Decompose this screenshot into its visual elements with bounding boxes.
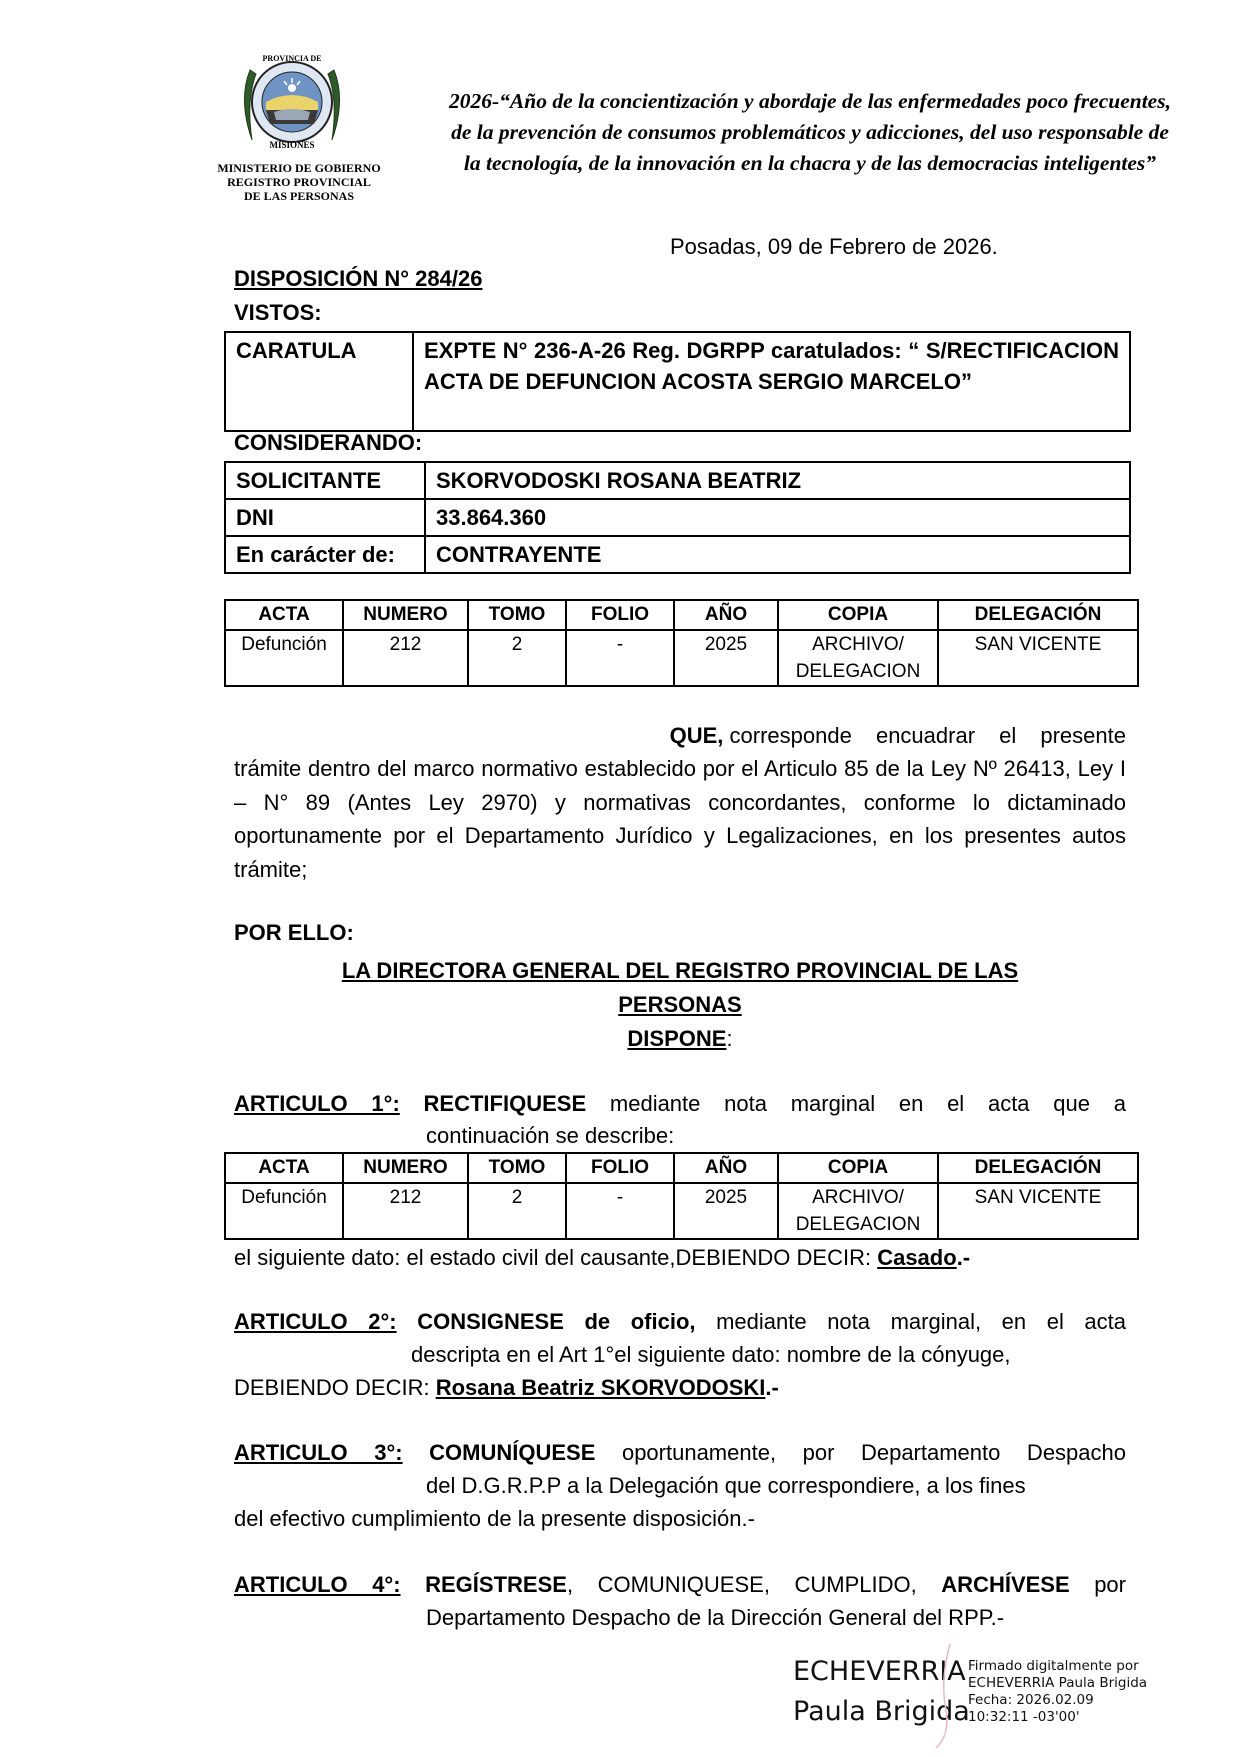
- ministry-line: REGISTRO PROVINCIAL: [227, 175, 371, 189]
- art4-label: ARTICULO 4°:: [234, 1572, 401, 1597]
- art4-mid: , COMUNIQUESE, CUMPLIDO,: [566, 1572, 942, 1597]
- acta-cell: SAN VICENTE: [938, 1183, 1138, 1239]
- art3-line3: del efectivo cumplimiento de la presente disposición.-: [234, 1506, 755, 1531]
- acta-cell: 2025: [674, 630, 778, 686]
- acta-header: FOLIO: [566, 600, 674, 630]
- caratula-label: CARATULA: [225, 332, 413, 431]
- acta-header: NUMERO: [343, 1153, 468, 1183]
- acta-header: ACTA: [225, 1153, 343, 1183]
- que-body: trámite dentro del marco normativo establecido por el Articulo 85 de la Ley Nº 26413, Ley I – N° 89 (Antes Ley 2970) y normativas concordantes, conforme lo dictaminado oportunamente por el Departamento Jurídico y Legalizaciones, en los presentes autos trámite;: [234, 756, 1126, 882]
- art3-text: oportunamente, por Departamento Despacho: [621, 1440, 1126, 1465]
- considerando-heading: CONSIDERANDO:: [234, 430, 423, 455]
- que-first-line: [234, 719, 1126, 753]
- solicitante-label: SOLICITANTE: [225, 462, 425, 499]
- art1-line1: [234, 1087, 1126, 1121]
- art2-line3-suffix: .-: [765, 1375, 779, 1400]
- acta-header: DELEGACIÓN: [938, 600, 1138, 630]
- acta-header: ACTA: [225, 600, 343, 630]
- acta-header: AÑO: [674, 1153, 778, 1183]
- signature-info-line: Fecha: 2026.02.09: [968, 1692, 1094, 1708]
- art4-line1: [234, 1568, 1126, 1602]
- art4-end: por: [1069, 1572, 1126, 1597]
- art2-line3-prefix: DEBIENDO DECIR:: [234, 1375, 436, 1400]
- art2-line3: [234, 1371, 779, 1405]
- acta-cell: -: [566, 630, 674, 686]
- vistos-heading: VISTOS:: [234, 300, 322, 325]
- art4-kw1: REGÍSTRESE: [425, 1572, 567, 1597]
- art3-line2: del D.G.R.P.P a la Delegación que correspondiere, a los fines: [426, 1473, 1026, 1498]
- dni-value: 33.864.360: [425, 499, 1130, 536]
- solicitante-value: SKORVODOSKI ROSANA BEATRIZ: [425, 462, 1130, 499]
- art2-line3-value: Rosana Beatriz SKORVODOSKI: [435, 1375, 766, 1400]
- acta-cell: -: [566, 1183, 674, 1239]
- ministry-line: MINISTERIO DE GOBIERNO: [217, 161, 381, 175]
- acta-header: FOLIO: [566, 1153, 674, 1183]
- art1-keyword: RECTIFIQUESE: [423, 1091, 587, 1116]
- acta-cell: SAN VICENTE: [938, 630, 1138, 686]
- acta-header: COPIA: [778, 1153, 938, 1183]
- art1-text: mediante nota marginal en el acta que a: [609, 1091, 1126, 1116]
- digital-signature-info: [968, 1658, 1147, 1726]
- acta-header: DELEGACIÓN: [938, 1153, 1138, 1183]
- acta-cell: ARCHIVO/ DELEGACION: [778, 630, 938, 686]
- ministry-heading: [204, 161, 394, 203]
- signature-name-line: Paula Brigida: [793, 1696, 970, 1727]
- caratula-value: EXPTE N° 236-A-26 Reg. DGRPP caratulados: “ S/RECTIFICACION ACTA DE DEFUNCION ACOSTA SERGIO MARCELO”: [413, 332, 1130, 431]
- art4-line2: Departamento Despacho de la Dirección General del RPP.-: [426, 1605, 1005, 1630]
- dni-label: DNI: [225, 499, 425, 536]
- motto-line: de la prevención de consumos problemáticos y adicciones, del uso responsable de: [451, 120, 1169, 144]
- seal-text-top: PROVINCIA DE: [262, 54, 322, 63]
- art2-label: ARTICULO 2°:: [234, 1309, 397, 1334]
- disposition-title: DISPOSICIÓN N° 284/26: [234, 266, 483, 291]
- acta-cell: 2: [468, 1183, 566, 1239]
- signature-scribble-icon: [932, 1640, 956, 1752]
- authority-line: LA DIRECTORA GENERAL DEL REGISTRO PROVINCIAL DE LAS: [341, 958, 1019, 983]
- authority-block: [234, 954, 1126, 1056]
- art3-line1: [234, 1436, 1126, 1470]
- signature-name-line: ECHEVERRIA: [793, 1656, 966, 1687]
- acta-header: TOMO: [468, 1153, 566, 1183]
- caracter-value: CONTRAYENTE: [425, 536, 1130, 573]
- caratula-table: [224, 331, 1131, 432]
- art2-line1: [234, 1305, 1126, 1339]
- art1-label: ARTICULO 1°:: [234, 1091, 400, 1116]
- caracter-label: En carácter de:: [225, 536, 425, 573]
- signature-info-line: Firmado digitalmente por: [968, 1658, 1139, 1674]
- solicitante-table: [224, 461, 1131, 574]
- province-seal: [232, 40, 352, 160]
- por-ello-heading: POR ELLO:: [234, 920, 354, 945]
- dispone-word: DISPONE: [627, 1026, 727, 1051]
- acta-cell: ARCHIVO/ DELEGACION: [778, 1183, 938, 1239]
- ministry-line: DE LAS PERSONAS: [243, 189, 355, 203]
- seal-text-bottom: MISIONES: [269, 140, 315, 150]
- motto-line: 2026-“Año de la concientización y abordaje de las enfermedades poco frecuentes,: [449, 89, 1171, 113]
- art2-line2: descripta en el Art 1°el siguiente dato: nombre de la cónyuge,: [411, 1342, 1011, 1367]
- signature-info-line: ECHEVERRIA Paula Brigida: [968, 1675, 1148, 1691]
- motto-line: la tecnología, de la innovación en la chacra y de las democracias inteligentes”: [463, 151, 1157, 175]
- date-place: Posadas, 09 de Febrero de 2026.: [670, 234, 998, 259]
- art1-after-prefix: el siguiente dato: el estado civil del causante,DEBIENDO DECIR:: [234, 1245, 878, 1270]
- acta-cell: Defunción: [225, 1183, 343, 1239]
- acta-header: AÑO: [674, 600, 778, 630]
- art1-line2: continuación se describe:: [426, 1123, 675, 1148]
- acta-header: COPIA: [778, 600, 938, 630]
- acta-cell: 2: [468, 630, 566, 686]
- art4-kw2: ARCHÍVESE: [941, 1572, 1070, 1597]
- art1-after: [234, 1241, 970, 1275]
- acta-cell: 212: [343, 1183, 468, 1239]
- acta-cell: Defunción: [225, 630, 343, 686]
- que-first-rest: corresponde encuadrar el presente: [729, 723, 1126, 748]
- acta-cell: 2025: [674, 1183, 778, 1239]
- authority-line: PERSONAS: [618, 992, 742, 1017]
- art1-after-suffix: .-: [956, 1245, 971, 1270]
- art2-keyword: CONSIGNESE de oficio,: [417, 1309, 696, 1334]
- art1-after-value: Casado: [877, 1245, 957, 1270]
- art3-label: ARTICULO 3°:: [234, 1440, 403, 1465]
- art3-keyword: COMUNÍQUESE: [429, 1440, 596, 1465]
- acta-table-art1: [224, 1152, 1139, 1240]
- acta-header: TOMO: [468, 600, 566, 630]
- signature-info-line: 10:32:11 -03'00': [968, 1709, 1080, 1725]
- year-motto: [420, 86, 1200, 179]
- acta-header: NUMERO: [343, 600, 468, 630]
- art2-text: mediante nota marginal, en el acta: [716, 1309, 1127, 1334]
- dispone-colon: :: [726, 1026, 733, 1051]
- acta-cell: 212: [343, 630, 468, 686]
- acta-table: [224, 599, 1139, 687]
- que-lead: QUE,: [669, 723, 724, 748]
